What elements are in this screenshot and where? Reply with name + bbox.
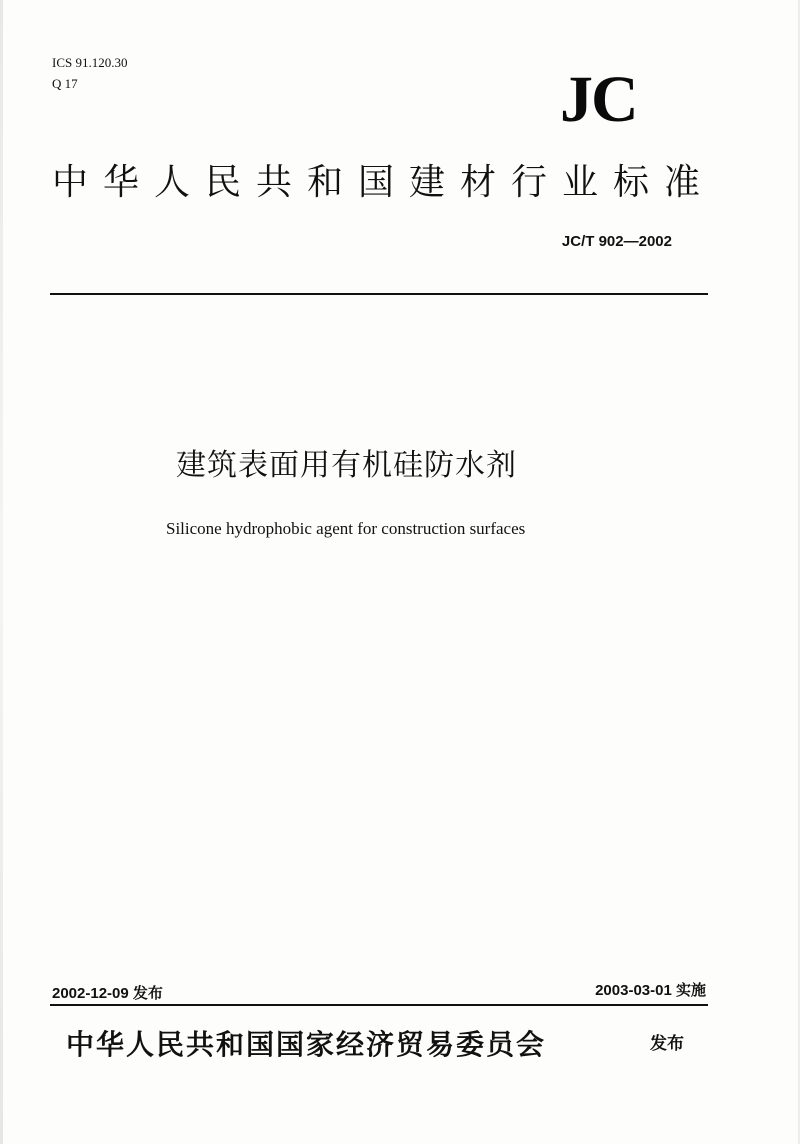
document-title-en: Silicone hydrophobic agent for construction surfaces bbox=[166, 519, 526, 538]
standard-number: JC/T 902—2002 bbox=[561, 233, 672, 250]
top-divider bbox=[50, 293, 708, 295]
classification-code: Q 17 bbox=[52, 76, 78, 91]
standard-category-title: 中华人民共和国建材行业标准 bbox=[52, 162, 716, 203]
issuer-action-label: 发布 bbox=[650, 1034, 684, 1054]
ics-code: ICS 91.120.30 bbox=[52, 55, 128, 70]
jc-logo: JC bbox=[560, 63, 637, 136]
issuing-authority: 中华人民共和国国家经济贸易委员会 bbox=[66, 1028, 547, 1061]
document-title-cn: 建筑表面用有机硅防水剂 bbox=[176, 448, 517, 483]
bottom-divider bbox=[50, 1004, 708, 1006]
implementation-date: 2003-03-01 实施 bbox=[595, 982, 706, 999]
issue-date: 2002-12-09 发布 bbox=[52, 985, 163, 1002]
scan-edge-left bbox=[0, 0, 3, 1144]
